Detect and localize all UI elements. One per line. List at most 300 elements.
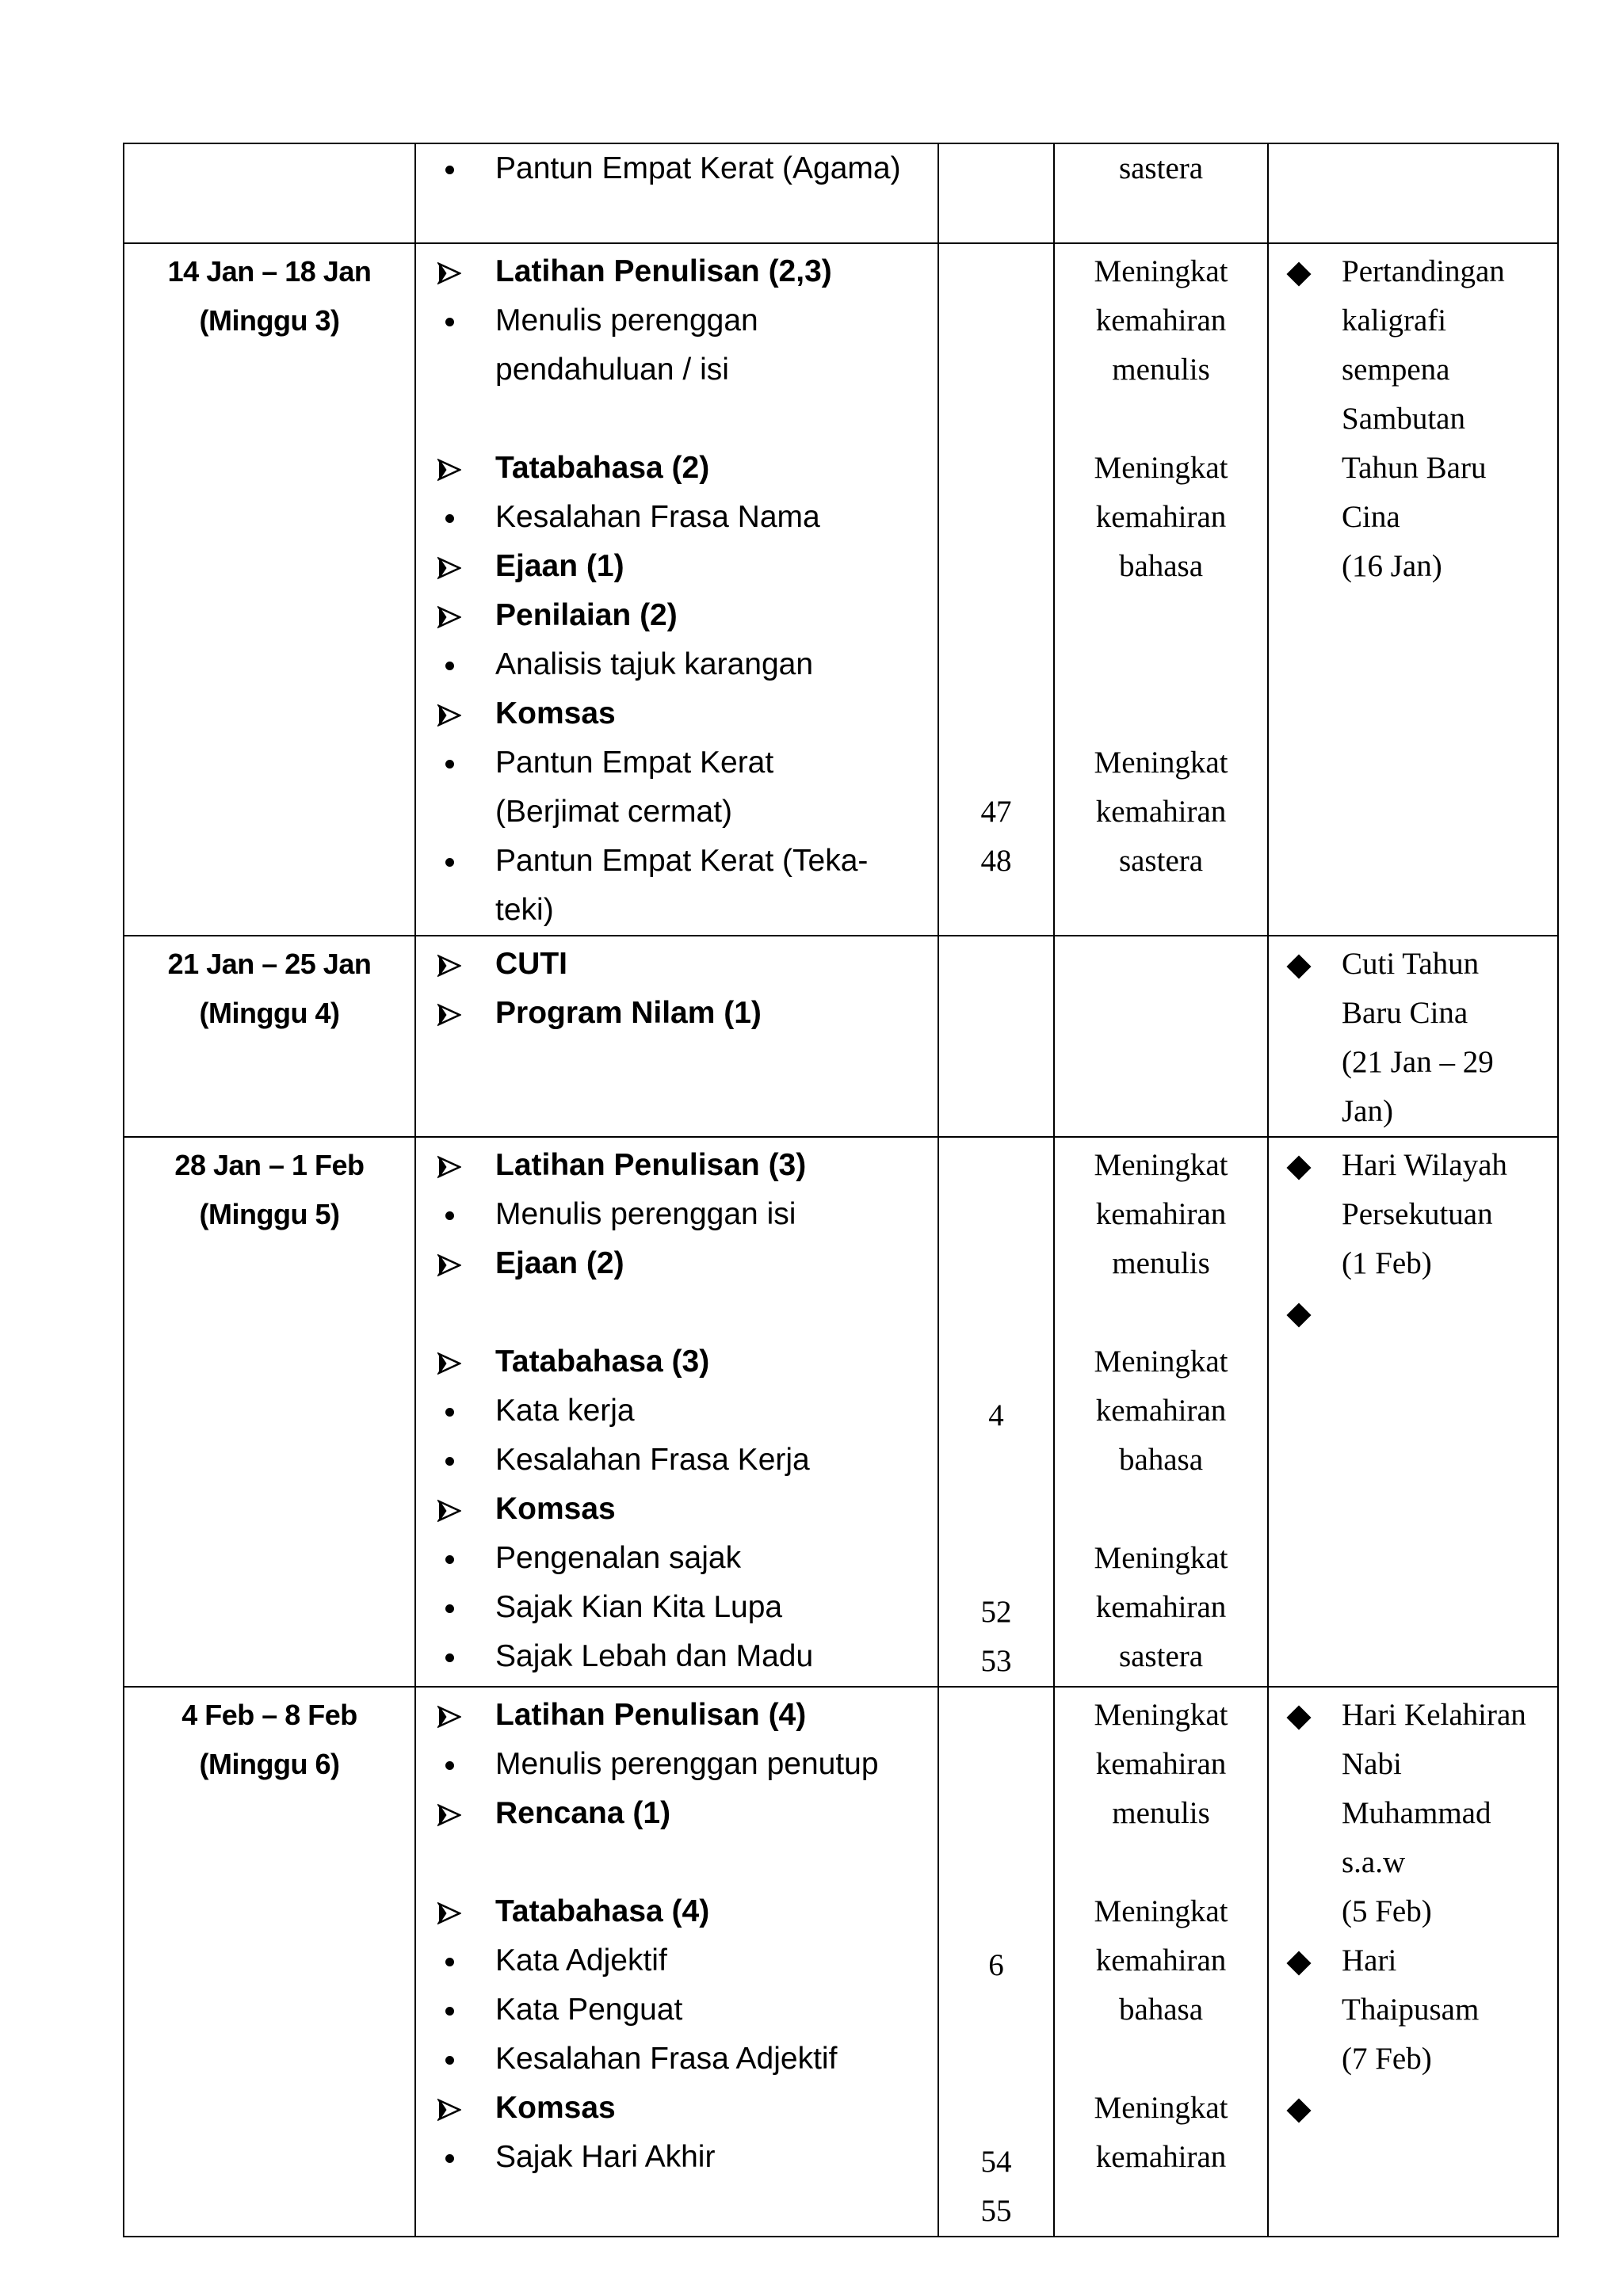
topic-item [416,2133,938,2182]
topic-item [416,886,938,935]
event-cell [1268,1687,1558,2237]
arrow-marker [433,444,465,493]
diamond-bullet-icon [1283,1288,1315,1337]
event-text: Cuti Tahun [1342,947,1480,981]
topic-text: Kesalahan Frasa Kerja [495,1443,810,1477]
topic-heading [416,1239,938,1288]
bullet-marker [433,2133,465,2182]
objective-text [1055,989,1267,1038]
objective-text [1055,886,1267,935]
arrow-bullet-icon [437,2098,461,2122]
bullet-marker [433,1386,465,1436]
page-number [939,1195,1053,1244]
event-text: Persekutuan [1342,1197,1493,1231]
week-number [124,193,414,242]
event-item [1269,493,1557,542]
topic-heading [416,1141,938,1190]
topic-text: pendahuluan / isi [495,353,729,387]
page-number [939,1892,1053,1941]
topic-heading [416,444,938,493]
page-number [939,2039,1053,2088]
event-item [1269,1887,1557,1936]
page-number: 4 [988,1398,1004,1432]
page-number [939,2088,1053,2138]
event-cell [1268,1137,1558,1687]
page-number-cell [938,936,1054,1137]
topic-text: Latihan Penulisan (3) [495,1148,807,1182]
objective-cell [1054,243,1268,936]
objective-text: bahasa [1118,1993,1204,2027]
objective-text: kemahiran [1095,1197,1227,1231]
page-number [939,640,1053,689]
event-text: Thaipusam [1342,1993,1480,2027]
event-item [1269,296,1557,345]
arrow-marker [433,591,465,640]
objective-text: menulis [1112,1246,1210,1280]
week-date-range: 14 Jan – 18 Jan [167,255,372,288]
week-row [124,143,1558,243]
bullet-dot-icon [445,1457,454,1466]
bullet-marker [433,1190,465,1239]
objective-text: Meningkat [1094,254,1228,288]
arrow-bullet-icon [437,1901,461,1925]
event-text: Nabi [1342,1747,1402,1781]
page-number-cell [938,243,1054,936]
diamond-bullet-icon [1283,2084,1315,2133]
topic-text: Latihan Penulisan (4) [495,1698,807,1732]
page-number [939,493,1053,542]
page-number [939,1990,1053,2039]
bullet-dot-icon [445,2056,454,2065]
topic-text: Menulis perenggan [495,303,758,338]
topic-text: Ejaan (1) [495,549,624,583]
page-number [939,1843,1053,1892]
event-text: (1 Feb) [1342,1246,1432,1280]
week-date-range: 4 Feb – 8 Feb [181,1699,357,1731]
arrow-marker [433,1337,465,1386]
topic-text: Kesalahan Frasa Adjektif [495,2042,838,2076]
arrow-marker [433,2084,465,2133]
topic-text: Komsas [495,1492,616,1526]
page-number [939,940,1053,989]
objective-text: Meningkat [1094,451,1228,485]
topic-heading [416,247,938,296]
topic-text: Pantun Empat Kerat [495,746,774,780]
bullet-dot-icon [445,1958,454,1966]
bullet-dot-icon [445,1761,454,1770]
event-item [1269,395,1557,444]
event-item [1269,1740,1557,1789]
objective-text [1055,1087,1267,1136]
week-date-range: 28 Jan – 1 Feb [174,1149,365,1181]
week-date-range: 21 Jan – 25 Jan [167,948,372,980]
topic-text: (Berjimat cermat) [495,795,733,829]
page-number: 54 [980,2145,1012,2179]
page-number-cell [938,1137,1054,1687]
bullet-dot-icon [445,1555,454,1564]
page-number [939,591,1053,640]
topic-text: Menulis perenggan penutup [495,1747,879,1781]
event-item [1269,345,1557,395]
bullet-dot-icon [445,1408,454,1417]
week-row [124,1687,1558,2237]
topic-text: Ejaan (2) [495,1246,624,1280]
objective-text: Meningkat [1094,1541,1228,1575]
objective-text: kemahiran [1095,500,1227,534]
lesson-plan-table [123,143,1559,2237]
diamond-bullet-icon [1283,1141,1315,1190]
page-number [939,444,1053,493]
arrow-bullet-icon [437,954,461,978]
bullet-marker [433,296,465,345]
spacer [416,1038,938,1087]
topic-item [416,837,938,886]
arrow-bullet-icon [437,704,461,727]
objective-text: kemahiran [1095,795,1227,829]
objective-text: kemahiran [1095,1590,1227,1624]
topic-heading [416,591,938,640]
event-item [1269,989,1557,1038]
arrow-bullet-icon [437,1003,461,1027]
spacer [416,1288,938,1337]
page-number [939,247,1053,296]
event-item [1269,1838,1557,1887]
spacer [416,1087,938,1136]
objective-text [1055,2035,1267,2084]
bullet-dot-icon [445,318,454,326]
event-cell [1268,143,1558,243]
page-number [939,1794,1053,1843]
event-item [1269,1691,1557,1740]
topic-text: Kesalahan Frasa Nama [495,500,820,534]
topic-text: Tatabahasa (4) [495,1894,710,1928]
objective-text [1055,1038,1267,1087]
page-number: 48 [980,844,1012,878]
bullet-dot-icon [445,1653,454,1662]
arrow-bullet-icon [437,261,461,285]
page-number [939,144,1053,193]
bullet-marker [433,640,465,689]
arrow-marker [433,989,465,1038]
event-cell [1268,936,1558,1137]
objective-text [1055,1838,1267,1887]
topic-cell [415,243,938,936]
event-text: Muhammad [1342,1796,1491,1830]
page-number [939,689,1053,738]
topic-text: Sajak Kian Kita Lupa [495,1590,783,1624]
topic-cell [415,1687,938,2237]
topic-item [416,2035,938,2084]
topic-item [416,1386,938,1436]
topic-heading [416,1789,938,1838]
topic-item [416,1534,938,1583]
page-number [939,395,1053,444]
objective-text [1055,640,1267,689]
diamond-bullet-icon [1283,940,1315,989]
event-item [1269,940,1557,989]
topic-heading [416,1485,938,1534]
week-cell [124,143,415,243]
event-item [1269,1288,1557,1337]
objective-text: menulis [1112,353,1210,387]
topic-heading [416,940,938,989]
arrow-marker [433,1691,465,1740]
arrow-bullet-icon [437,1352,461,1375]
objective-text: kemahiran [1095,1943,1227,1978]
bullet-marker [433,1436,465,1485]
page-number [939,738,1053,788]
objective-text [1055,2182,1267,2231]
arrow-marker [433,1239,465,1288]
event-item [1269,1239,1557,1288]
objective-text: Meningkat [1094,1698,1228,1732]
topic-text: Komsas [495,696,616,730]
event-text: Cina [1342,500,1400,534]
arrow-marker [433,1485,465,1534]
event-item [1269,1087,1557,1136]
objective-text [1055,591,1267,640]
bullet-marker [433,2035,465,2084]
topic-text: Pengenalan sajak [495,1541,742,1575]
week-number: (Minggu 5) [199,1198,340,1230]
event-text: Hari Wilayah [1342,1148,1507,1182]
event-item [1269,1038,1557,1087]
topic-text: Rencana (1) [495,1796,671,1830]
objective-text [1055,395,1267,444]
page-number [939,1489,1053,1539]
week-number: (Minggu 3) [199,304,340,337]
objective-cell [1054,1137,1268,1687]
event-text: (21 Jan – 29 [1342,1045,1494,1079]
event-item [1269,542,1557,591]
week-cell [124,243,415,936]
objective-text: Meningkat [1094,1894,1228,1928]
event-text: Baru Cina [1342,996,1468,1030]
topic-item [416,144,938,193]
topic-text: Pantun Empat Kerat (Teka- [495,844,869,878]
topic-text: Menulis perenggan isi [495,1197,796,1231]
topic-cell [415,936,938,1137]
topic-text: Kata Penguat [495,1993,683,2027]
topic-item [416,345,938,395]
bullet-marker [433,738,465,788]
bullet-dot-icon [445,2154,454,2163]
event-text: sempena [1342,353,1450,387]
objective-text: kemahiran [1095,1747,1227,1781]
topic-item [416,1740,938,1789]
topic-item [416,1436,938,1485]
topic-item [416,1985,938,2035]
page-number: 6 [988,1948,1004,1982]
arrow-marker [433,940,465,989]
spacer [416,395,938,444]
event-item [1269,2084,1557,2133]
objective-text: sastera [1118,1639,1204,1673]
page-number [939,1146,1053,1195]
week-row [124,243,1558,936]
bullet-marker [433,1985,465,2035]
page-number-cell [938,143,1054,243]
page-number [939,989,1053,1038]
week-date-range [124,144,414,193]
event-item [1269,144,1557,193]
bullet-dot-icon [445,1211,454,1220]
bullet-marker [433,144,465,193]
page-number [939,1087,1053,1136]
week-row [124,1137,1558,1687]
lesson-plan-body [124,143,1558,2237]
spacer [416,2182,938,2231]
arrow-bullet-icon [437,458,461,482]
week-number: (Minggu 6) [199,1748,340,1780]
arrow-bullet-icon [437,605,461,629]
objective-text: menulis [1112,1796,1210,1830]
topic-item [416,1632,938,1681]
event-item [1269,444,1557,493]
topic-text: Kata kerja [495,1394,635,1428]
objective-text: Meningkat [1094,746,1228,780]
bullet-marker [433,1936,465,1985]
bullet-marker [433,837,465,886]
event-text: (5 Feb) [1342,1894,1432,1928]
topic-item [416,640,938,689]
topic-text: teki) [495,893,554,927]
topic-heading [416,1691,938,1740]
bullet-marker [433,493,465,542]
event-text: Hari Kelahiran [1342,1698,1526,1732]
bullet-dot-icon [445,662,454,670]
event-item [1269,1141,1557,1190]
event-text: Pertandingan [1342,254,1505,288]
page-number [939,1539,1053,1588]
bullet-marker [433,1632,465,1681]
arrow-marker [433,1789,465,1838]
topic-text: Pantun Empat Kerat (Agama) [495,151,901,185]
arrow-marker [433,689,465,738]
arrow-bullet-icon [437,1803,461,1827]
objective-text [1055,940,1267,989]
page-number [939,1342,1053,1391]
page-number-cell [938,1687,1054,2237]
topic-item [416,1190,938,1239]
page-number [939,542,1053,591]
topic-text: Sajak Lebah dan Madu [495,1639,814,1673]
diamond-bullet-icon [1283,247,1315,296]
event-text: Hari [1342,1943,1397,1978]
topic-text: Tatabahasa (3) [495,1344,710,1379]
topic-text: Latihan Penulisan (2,3) [495,254,832,288]
bullet-dot-icon [445,2007,454,2016]
page-number [939,1038,1053,1087]
page-number [939,886,1053,935]
week-cell [124,936,415,1137]
event-text: kaligrafi [1342,303,1447,338]
topic-text: CUTI [495,947,567,981]
objective-text: sastera [1118,151,1204,185]
objective-text: sastera [1118,844,1204,878]
topic-item [416,493,938,542]
topic-text: Komsas [495,2091,616,2125]
bullet-marker [433,1534,465,1583]
objective-cell [1054,1687,1268,2237]
page-number [939,345,1053,395]
arrow-bullet-icon [437,1499,461,1523]
topic-heading [416,2084,938,2133]
event-text: Sambutan [1342,402,1465,436]
bullet-dot-icon [445,1604,454,1613]
topic-heading [416,689,938,738]
objective-text [1055,1288,1267,1337]
objective-text: kemahiran [1095,1394,1227,1428]
event-item [1269,247,1557,296]
topic-heading [416,1337,938,1386]
topic-item [416,788,938,837]
topic-item [416,296,938,345]
arrow-marker [433,247,465,296]
objective-text: Meningkat [1094,1148,1228,1182]
topic-heading [416,989,938,1038]
page-number [939,1695,1053,1745]
event-text: s.a.w [1342,1845,1406,1879]
topic-text: Analisis tajuk karangan [495,647,814,681]
page-number [939,1293,1053,1342]
event-item [1269,2035,1557,2084]
event-text: (16 Jan) [1342,549,1442,583]
topic-heading [416,542,938,591]
page-number: 53 [980,1644,1012,1678]
objective-text: bahasa [1118,549,1204,583]
week-cell [124,1137,415,1687]
objective-text: kemahiran [1095,303,1227,338]
week-number: (Minggu 4) [199,997,340,1029]
topic-heading [416,1887,938,1936]
arrow-bullet-icon [437,1155,461,1179]
objective-text [1055,689,1267,738]
bullet-marker [433,1583,465,1632]
bullet-dot-icon [445,760,454,769]
diamond-bullet-icon [1283,1691,1315,1740]
bullet-dot-icon [445,858,454,867]
topic-item [416,1583,938,1632]
page-number [939,1244,1053,1293]
diamond-bullet-icon [1283,1936,1315,1985]
spacer [416,1838,938,1887]
event-item [1269,1190,1557,1239]
event-text: (7 Feb) [1342,2042,1432,2076]
event-text: Jan) [1342,1094,1393,1128]
topic-item [416,1936,938,1985]
bullet-marker [433,1740,465,1789]
bullet-dot-icon [445,514,454,523]
topic-cell [415,1137,938,1687]
page-number: 52 [980,1595,1012,1629]
event-item [1269,1936,1557,1985]
objective-text: bahasa [1118,1443,1204,1477]
objective-text [1055,1485,1267,1534]
event-item [1269,1985,1557,2035]
topic-text: Tatabahasa (2) [495,451,710,485]
week-cell [124,1687,415,2237]
topic-text: Penilaian (2) [495,598,678,632]
arrow-bullet-icon [437,556,461,580]
arrow-marker [433,1887,465,1936]
topic-text: Program Nilam (1) [495,996,762,1030]
objective-text: kemahiran [1095,2140,1227,2174]
page-number [939,1745,1053,1794]
event-item [1269,1789,1557,1838]
topic-item [416,738,938,788]
topic-text: Sajak Hari Akhir [495,2140,716,2174]
